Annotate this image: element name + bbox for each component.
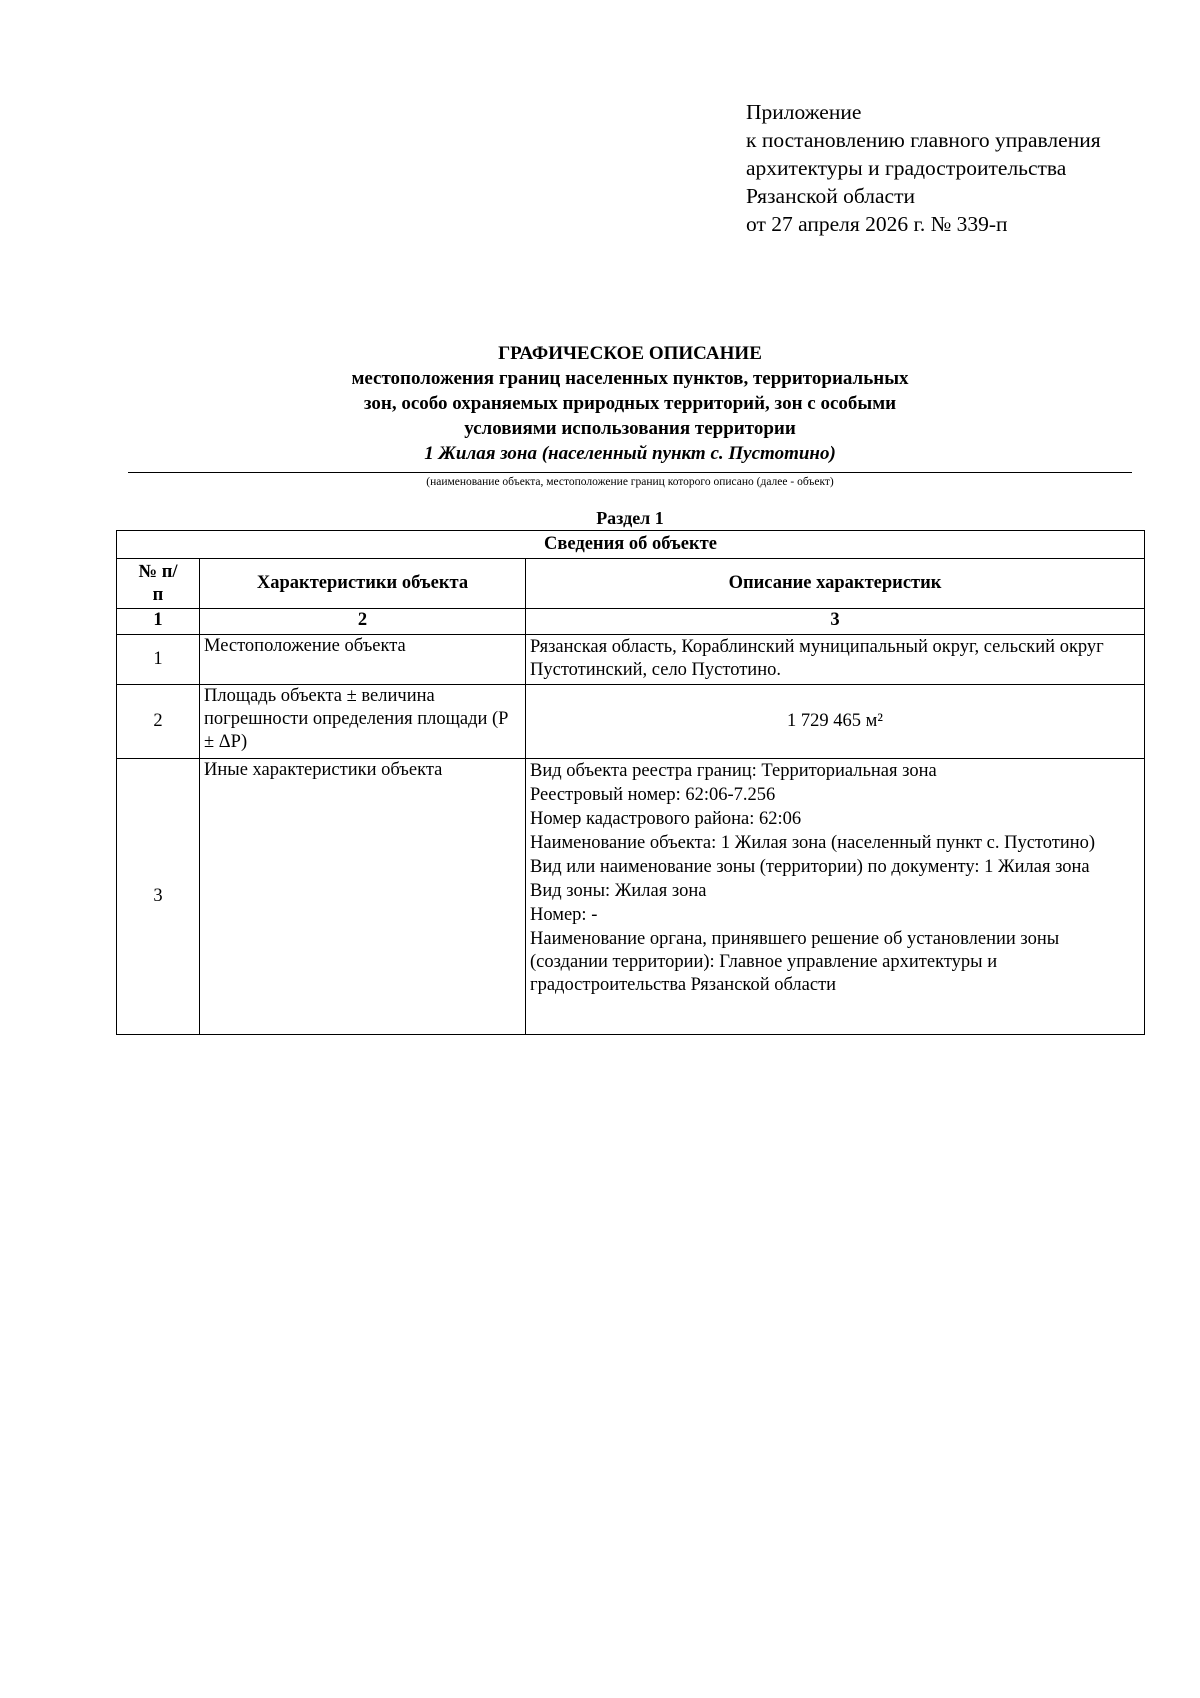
row-number: 3 bbox=[117, 759, 200, 1035]
description-line: Вид зоны: Жилая зона bbox=[530, 881, 707, 901]
appendix-line: от 27 апреля 2026 г. № 339-п bbox=[746, 212, 1008, 236]
table-row bbox=[117, 685, 1145, 759]
description-line: 1 729 465 м² bbox=[787, 711, 883, 731]
object-info-table bbox=[116, 530, 1145, 1035]
row-description bbox=[526, 635, 1145, 685]
row-description bbox=[526, 759, 1145, 1035]
appendix-line: Приложение bbox=[746, 100, 862, 124]
header-characteristic: Характеристики объекта bbox=[200, 559, 526, 609]
description-line: Реестровый номер: 62:06-7.256 bbox=[530, 785, 776, 805]
row-characteristic: Площадь объекта ± величина погрешности определения площади (P ± ΔP) bbox=[200, 685, 526, 759]
description-line: Номер кадастрового района: 62:06 bbox=[530, 809, 802, 829]
column-index: 2 bbox=[200, 609, 526, 635]
header-num: № п/п bbox=[117, 559, 200, 609]
row-number: 2 bbox=[117, 685, 200, 759]
column-index-row bbox=[117, 609, 1145, 635]
row-description bbox=[526, 685, 1145, 759]
document-subtitle-line: условиями использования территории bbox=[464, 418, 796, 439]
description-line: Вид объекта реестра границ: Территориальная зона bbox=[530, 761, 937, 781]
column-index: 3 bbox=[526, 609, 1145, 635]
document-title: ГРАФИЧЕСКОЕ ОПИСАНИЕ bbox=[498, 343, 762, 364]
description-line: Вид или наименование зоны (территории) по документу: 1 Жилая зона bbox=[530, 857, 1090, 877]
table-row bbox=[117, 759, 1145, 1035]
appendix-line: к постановлению главного управления bbox=[746, 128, 1101, 152]
table-title-row bbox=[117, 531, 1145, 559]
description-line: Номер: - bbox=[530, 905, 598, 925]
header-description: Описание характеристик bbox=[526, 559, 1145, 609]
appendix-line: архитектуры и градостроительства bbox=[746, 156, 1067, 180]
column-index: 1 bbox=[117, 609, 200, 635]
table-header-row bbox=[117, 559, 1145, 609]
table-row bbox=[117, 635, 1145, 685]
object-caption: (наименование объекта, местоположение границ которого описано (далее - объект) bbox=[426, 476, 834, 488]
description-line: Наименование органа, принявшего решение об установлении зоны (создании территории): Главное управление архитектуры и градостроительства Рязанской области bbox=[530, 929, 1060, 995]
row-characteristic: Местоположение объекта bbox=[200, 635, 526, 685]
underline-rule bbox=[128, 472, 1132, 473]
row-characteristic: Иные характеристики объекта bbox=[200, 759, 526, 1035]
description-line: Наименование объекта: 1 Жилая зона (населенный пункт с. Пустотино) bbox=[530, 833, 1096, 853]
object-name: 1 Жилая зона (населенный пункт с. Пустотино) bbox=[424, 443, 836, 464]
appendix-block bbox=[746, 98, 1101, 238]
row-number: 1 bbox=[117, 635, 200, 685]
document-title-block bbox=[128, 342, 1132, 466]
description-line: Рязанская область, Кораблинский муниципальный округ, сельский округ Пустотинский, село Пустотино. bbox=[530, 637, 1104, 680]
document-subtitle-line: зон, особо охраняемых природных территорий, зон с особыми bbox=[363, 393, 897, 414]
document-subtitle-line: местоположения границ населенных пунктов, территориальных bbox=[351, 368, 909, 389]
appendix-line: Рязанской области bbox=[746, 184, 915, 208]
section-label: Раздел 1 bbox=[596, 508, 664, 528]
table-title: Сведения об объекте bbox=[117, 531, 1145, 559]
